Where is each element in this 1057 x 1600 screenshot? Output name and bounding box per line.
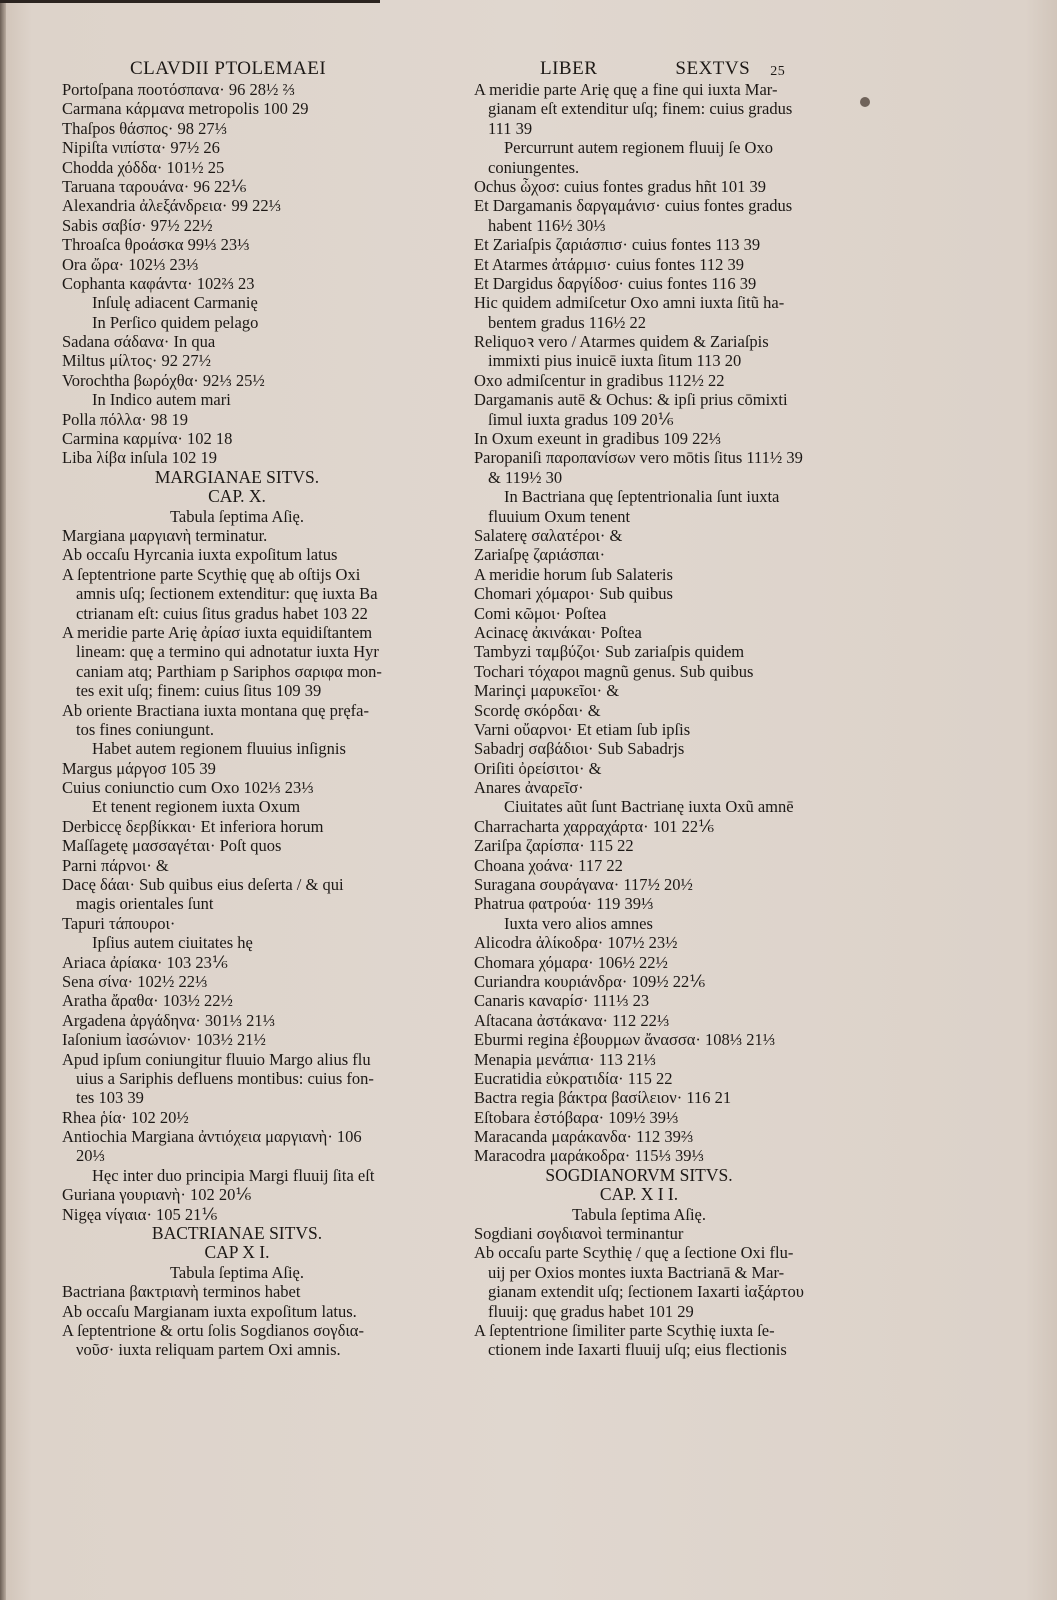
text-line: In Perſico quidem pelago xyxy=(92,312,259,332)
text-line: Tochari τόχαροι magnũ genus. Sub quibus xyxy=(474,661,754,681)
text-line: Bactriana βακτριανὴ terminos habet xyxy=(62,1282,301,1302)
text-line: Ipſius autem ciuitates hę xyxy=(92,933,253,953)
text-line: Anares ἀναρεῖσ· xyxy=(474,778,584,798)
text-line: Suragana σουράγανα· 117½ 20½ xyxy=(474,875,693,895)
text-line: Ab occaſu Margianam iuxta expoſitum latus. xyxy=(62,1301,357,1321)
text-line: Alicodra ἀλίκοδρα· 107½ 23½ xyxy=(474,933,678,953)
text-line: Habet autem regionem fluuius inſignis xyxy=(92,739,346,759)
text-line: Ab occaſu Hyrcania iuxta expoſitum latus xyxy=(62,545,338,565)
left-running-head xyxy=(62,52,462,80)
text-line: Nipiſta νιπίστα· 97½ 26 xyxy=(62,138,220,158)
text-line: A ſeptentrione ſimiliter parte Scythię iuxta ſe- xyxy=(474,1321,775,1340)
text-line: Thaſpos θάσπος· 98 27⅓ xyxy=(62,118,227,138)
text-line: Cophanta καφάντα· 102⅔ 23 xyxy=(62,273,255,293)
text-line: SOGDIANORVM SITVS. xyxy=(545,1165,733,1185)
text-line: fluuij: quę gradus habet 101 29 xyxy=(488,1301,694,1321)
text-line: 111 39 xyxy=(488,118,533,138)
text-line: Polla πόλλα· 98 19 xyxy=(62,409,189,429)
text-line: CAP X I. xyxy=(204,1243,270,1263)
text-line: Derbiccę δερβίκκαι· Et inferiora horum xyxy=(62,816,324,836)
text-line: uij per Oxios montes iuxta Bactrianā & Mar- xyxy=(488,1262,785,1282)
right-column-lines xyxy=(474,80,854,1360)
text-line: Scordę σκόρδαι· & xyxy=(474,700,601,720)
text-line: gianam extendit uſq; ſectionem Iaxarti ἰαξάρτου xyxy=(488,1282,804,1302)
text-line: Chomara χόμαρα· 106½ 22½ xyxy=(474,952,668,972)
text-line: νοῦσ· iuxta reliquam partem Oxi amnis. xyxy=(76,1340,341,1360)
text-line: Parni πάρνοι· & xyxy=(62,855,169,875)
text-line: Dacę δάαι· Sub quibus eius deſerta / & qui xyxy=(62,875,344,895)
text-line: Tapuri τάπουροι· xyxy=(62,913,176,933)
text-line: Eucratidia εὐκρατιδία· 115 22 xyxy=(474,1068,673,1088)
text-line: ctrianam eſt: cuius ſitus gradus habet 103 22 xyxy=(76,603,368,623)
text-line: Curiandra κουριάνδρα· 109½ 22⅙ xyxy=(474,971,706,991)
text-line: Iuxta vero alios amnes xyxy=(504,913,653,933)
text-line: Comi κῶμοι· Poſtea xyxy=(474,603,607,623)
text-line: Sabadrj σαβάδιοι· Sub Sabadrjs xyxy=(474,739,685,759)
text-line: Miltus μίλτος· 92 27½ xyxy=(62,351,212,371)
text-line: habent 116½ 30⅓ xyxy=(488,215,606,235)
text-line: Reliquoꝛ vero / Atarmes quidem & Zariaſpis xyxy=(474,332,769,352)
text-line: Aſtacana ἀστάκανα· 112 22⅓ xyxy=(474,1010,670,1030)
text-line: Eſtobara ἐστόβαρα· 109½ 39⅓ xyxy=(474,1107,679,1127)
text-line: BACTRIANAE SITVS. xyxy=(151,1224,323,1244)
text-line: fluuium Oxum tenent xyxy=(488,506,631,526)
text-line: Oxo admiſcentur in gradibus 112½ 22 xyxy=(474,370,725,390)
text-line: Taruana ταρουάνα· 96 22⅙ xyxy=(62,176,247,196)
running-head-sextus: SEXTVS xyxy=(675,58,751,79)
text-line: A ſeptentrione parte Scythię quę ab oſtijs Oxi xyxy=(62,564,361,584)
text-line: Zariaſpę ζαριάσπαι· xyxy=(474,545,606,565)
text-line: A ſeptentrione & ortu ſolis Sogdianos σογδια- xyxy=(62,1321,364,1340)
page-number: 25 xyxy=(770,64,786,79)
text-line: MARGIANAE SITVS. xyxy=(154,467,320,487)
ink-spot xyxy=(860,97,870,107)
text-line: Hęc inter duo principia Margi fluuij ſita eſt xyxy=(92,1165,375,1185)
text-line: Margus μάργοσ 105 39 xyxy=(62,758,216,778)
text-line: Guriana γουριανὴ· 102 20⅙ xyxy=(62,1185,252,1205)
text-line: Maracanda μαράκανδα· 112 39⅔ xyxy=(474,1127,694,1147)
text-line: Et Dargamanis δαργαμάνισ· cuius fontes gradus xyxy=(474,196,793,216)
text-line: Ochus ὦχοσ: cuius fontes gradus hñt 101 39 xyxy=(474,176,767,196)
text-line: tes 103 39 xyxy=(76,1088,144,1108)
text-line: Rhea ῥία· 102 20½ xyxy=(62,1107,189,1127)
text-line: In Oxum exeunt in gradibus 109 22⅓ xyxy=(474,429,722,449)
text-line: Inſulę adiacent Carmanię xyxy=(92,293,258,313)
text-line: magis orientales ſunt xyxy=(76,894,214,914)
text-line: Paropaniſi παροπανίσων vero mōtis ſitus 111½ 39 xyxy=(474,448,803,468)
text-line: Acinacę ἀκινάκαι· Poſtea xyxy=(474,622,642,642)
text-line: In Bactriana quę ſeptentrionalia ſunt iuxta xyxy=(504,487,780,507)
page-edge-rule xyxy=(0,0,380,3)
text-line: ſimul iuxta gradus 109 20⅙ xyxy=(488,409,674,429)
text-line: caniam atq; Parthiam p Sariphos σαριφα mon- xyxy=(76,661,382,681)
text-line: CAP. X I I. xyxy=(599,1185,679,1205)
text-line: bentem gradus 116½ 22 xyxy=(488,312,646,332)
text-line: Eburmi regina ἐβουρμων ἄνασσα· 108⅓ 21⅓ xyxy=(474,1030,776,1050)
text-line: Portoſpana ποοτόσπανα· 96 28½ ⅔ xyxy=(62,80,295,99)
text-line: Apud ipſum coniungitur fluuio Margo alius flu xyxy=(62,1049,371,1069)
text-line: Sadana σάδανα· In qua xyxy=(62,332,216,352)
text-line: Liba λίβα inſula 102 19 xyxy=(62,448,218,468)
running-head-author: CLAVDII PTOLEMAEI xyxy=(130,58,327,79)
text-line: Oriſiti ὀρείσιτοι· & xyxy=(474,758,602,778)
text-line: Sena σίνα· 102½ 22⅓ xyxy=(62,971,208,991)
text-line: Canaris καναρίσ· 111⅓ 23 xyxy=(474,991,650,1011)
text-line: gianam eſt extenditur uſq; finem: cuius gradus xyxy=(488,99,793,119)
text-line: Throaſca θροάσκα 99⅓ 23⅓ xyxy=(62,235,250,255)
text-line: Carmina καρμίνα· 102 18 xyxy=(62,429,233,449)
text-line: Et Atarmes ἀτάρμισ· cuius fontes 112 39 xyxy=(474,254,745,274)
text-line: Marinçi μαρυκεῖοι· & xyxy=(474,681,620,701)
text-line: Tabula ſeptima Aſię. xyxy=(571,1204,706,1224)
text-line: uius a Sariphis defluens montibus: cuius fon- xyxy=(76,1068,374,1088)
text-line: Et tenent regionem iuxta Oxum xyxy=(92,797,301,817)
text-line: Nigęa νίγαια· 105 21⅙ xyxy=(62,1204,218,1224)
text-line: Maſſagetę μασσαγέται· Poſt quos xyxy=(62,836,282,856)
text-line: ctionem inde Iaxarti fluuij uſq; eius flectionis xyxy=(488,1340,787,1360)
text-line: Vorochtha βωρόχθα· 92⅓ 25½ xyxy=(62,370,265,390)
text-line: Argadena ἀργάδηνα· 301⅓ 21⅓ xyxy=(62,1010,276,1030)
right-running-head xyxy=(474,52,854,80)
text-line: Bactra regia βάκτρα βασίλειον· 116 21 xyxy=(474,1088,732,1108)
text-line: Cuius coniunctio cum Oxo 102⅓ 23⅓ xyxy=(62,778,314,798)
text-line: immixti pius inuicē iuxta ſitum 113 20 xyxy=(488,351,742,371)
text-line: Et Zariaſpis ζαριάσπισ· cuius fontes 113 39 xyxy=(474,235,761,255)
text-line: Zariſpa ζαρίσπα· 115 22 xyxy=(474,836,634,856)
text-line: Ora ὤρα· 102⅓ 23⅓ xyxy=(62,254,199,274)
text-line: Et Dargidus δαργίδοσ· cuius fontes 116 39 xyxy=(474,273,757,293)
text-line: Carmana κάρμανα metropolis 100 29 xyxy=(62,99,309,119)
text-line: In Indico autem mari xyxy=(92,390,231,410)
text-line: Phatrua φατρούα· 119 39⅓ xyxy=(474,894,654,914)
text-line: Ab occaſu parte Scythię / quę a ſectione Oxi flu- xyxy=(474,1243,794,1263)
text-line: Ab oriente Bractiana iuxta montana quę pręfa- xyxy=(62,700,369,720)
text-line: A meridie parte Arię ἀρίασ iuxta equidiſtantem xyxy=(62,622,373,642)
text-line: Maracodra μαράκοδρα· 115⅓ 39⅓ xyxy=(474,1146,704,1166)
text-line: Aratha ἄραθα· 103½ 22½ xyxy=(62,991,233,1011)
text-line: lineam: quę a termino qui adnotatur iuxta Hyr xyxy=(76,642,379,662)
text-line: Ciuitates aũt ſunt Bactrianę iuxta Oxũ amnē xyxy=(504,797,794,817)
text-line: tes exit uſq; finem: cuius ſitus 109 39 xyxy=(76,681,322,701)
text-line: Menapia μενάπια· 113 21⅓ xyxy=(474,1049,656,1069)
text-line: Choana χοάνα· 117 22 xyxy=(474,855,623,875)
text-line: Sabis σαβίσ· 97½ 22½ xyxy=(62,215,213,235)
text-line: 20⅓ xyxy=(76,1146,105,1166)
text-line: CAP. X. xyxy=(208,487,266,507)
text-line: & 119½ 30 xyxy=(488,467,563,487)
text-line: Antiochia Margiana ἀντιόχεια μαργιανὴ· 106 xyxy=(62,1127,362,1147)
text-line: Iaſonium ἰασώνιον· 103½ 21½ xyxy=(62,1030,266,1050)
left-column xyxy=(62,52,462,1360)
left-column-lines xyxy=(62,80,462,1360)
text-line: coniungentes. xyxy=(488,157,580,177)
text-line: tos fines coniungunt. xyxy=(76,719,214,739)
text-line: Tabula ſeptima Aſię. xyxy=(169,506,304,526)
running-head-liber: LIBER xyxy=(540,58,598,79)
text-line: Sogdiani σογδιανοὶ terminantur xyxy=(474,1224,684,1244)
text-line: Ariaca ἀρίακα· 103 23⅙ xyxy=(62,952,228,972)
text-line: Chodda χόδδα· 101½ 25 xyxy=(62,157,225,177)
text-line: Dargamanis autē & Ochus: & ipſi prius cōmixti xyxy=(474,390,788,410)
text-line: Tambyzi ταμβύζοι· Sub zariaſpis quidem xyxy=(474,642,745,662)
text-line: Percurrunt autem regionem fluuij ſe Oxo xyxy=(504,138,773,158)
text-line: Chomari χόμαροι· Sub quibus xyxy=(474,584,673,604)
text-line: Margiana μαργιανὴ terminatur. xyxy=(62,525,268,545)
text-line: Hic quidem admiſcetur Oxo amni iuxta ſitũ ha- xyxy=(474,293,785,313)
text-line: Tabula ſeptima Aſię. xyxy=(169,1262,304,1282)
text-line: A meridie parte Arię quę a fine qui iuxta Mar- xyxy=(474,80,778,99)
text-line: A meridie horum ſub Salateris xyxy=(474,564,673,584)
text-line: Charracharta χαρραχάρτα· 101 22⅙ xyxy=(474,816,715,836)
right-column xyxy=(474,52,854,1360)
text-line: Alexandria ἀλεξάνδρεια· 99 22⅓ xyxy=(62,196,281,216)
text-line: Varni οὔαρνοι· Et etiam ſub ipſis xyxy=(474,719,691,739)
text-line: amnis uſq; ſectionem extenditur: quę iuxta Ba xyxy=(76,584,378,604)
text-line: Salaterę σαλατέροι· & xyxy=(474,525,623,545)
